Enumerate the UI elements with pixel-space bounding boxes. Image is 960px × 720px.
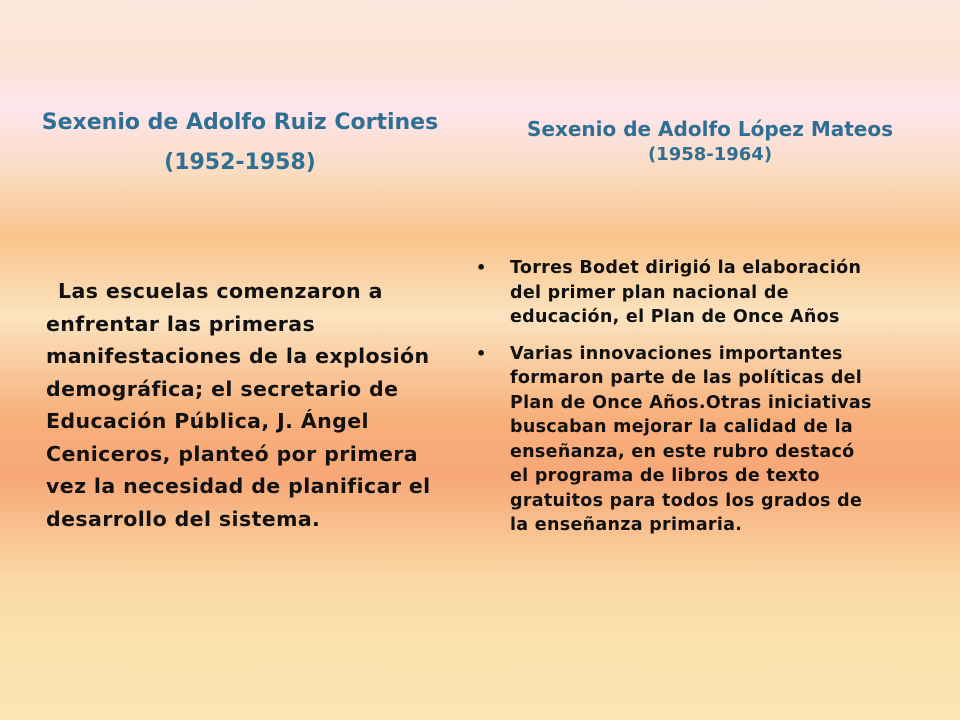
left-column-title bbox=[20, 103, 460, 183]
left-column-body bbox=[46, 275, 446, 535]
left-title-years: (1952-1958) bbox=[164, 150, 316, 175]
bullet-dot-icon: • bbox=[476, 343, 487, 363]
left-title-text: Sexenio de Adolfo Ruiz Cortines bbox=[41, 110, 439, 135]
bullet-dot-icon: • bbox=[476, 258, 487, 277]
right-column-title bbox=[490, 116, 930, 168]
left-body-text: Las escuelas comenzaron a enfrentar las primeras manifestaciones de la explosión demográfica; el secretario de Educación Pública, J. Ángel Ceniceros, planteó por primera vez la necesidad de planificar el desarrollo del sistema. bbox=[46, 279, 431, 531]
bullet-text: Torres Bodet dirigió la elaboración del primer plan nacional de educación, el Plan de Once Años bbox=[510, 258, 862, 327]
right-title-text: Sexenio de Adolfo López Mateos bbox=[526, 117, 893, 141]
bullet-item bbox=[474, 342, 874, 538]
bullet-item bbox=[474, 256, 874, 330]
bullet-text: Varias innovaciones importantes formaron parte de las políticas del Plan de Once Años.Otras iniciativas buscaban mejorar la calidad de la enseñanza, en este rubro destacó el programa de libros de texto gratuitos para todos los grados de la enseñanza primaria. bbox=[510, 343, 872, 535]
right-column-bullet-list bbox=[474, 256, 874, 550]
right-title-years: (1958-1964) bbox=[647, 144, 773, 165]
